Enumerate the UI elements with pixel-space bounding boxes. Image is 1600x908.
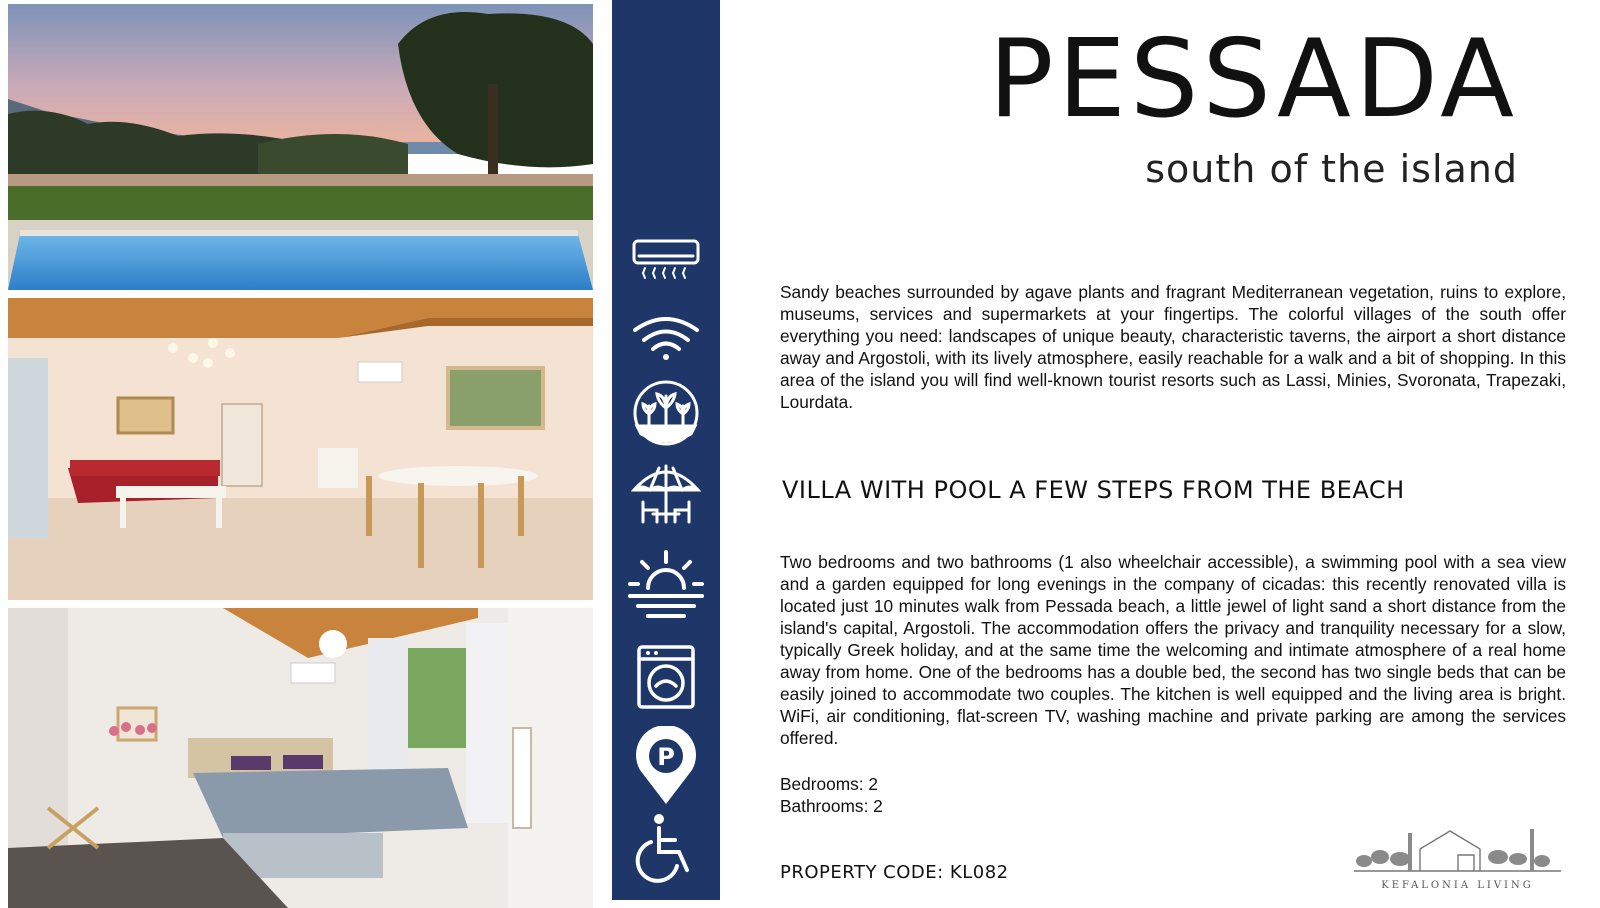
wheelchair-icon bbox=[612, 812, 720, 884]
amenity-bar bbox=[612, 0, 720, 900]
living-room-photo bbox=[8, 298, 593, 600]
description-paragraph: Two bedrooms and two bathrooms (1 also wheelchair accessible), a swimming pool with a sea view and a garden equipped for long evenings in the company of cicadas: this recently renovated villa is located just 10 minutes walk from Pessada beach, a little jewel of light sand a short distance from the island's capital, Argostoli. The accommodation offers the privacy and tranquility necessary for a slow, typically Greek holiday, and at the same time the welcoming and intimate atmosphere of a real home away from home. One of the bedrooms has a double bed, the second has two single beds that can be easily joined to accommodate two couples. The kitchen is well equipped and the living area is bright. WiFi, air conditioning, flat-screen TV, washing machine and private parking are among the services offered. bbox=[780, 552, 1566, 748]
room-counts bbox=[780, 773, 883, 817]
page-title: PESSADA bbox=[988, 17, 1518, 142]
wifi-icon bbox=[612, 314, 720, 364]
intro-paragraph: Sandy beaches surrounded by agave plants and fragrant Mediterranean vegetation, ruins to explore, museums, services and supermarkets at your fingertips. The colorful villages of the south offer everything you need: landscapes of unique beauty, characteristic taverns, the airport a short distance away and Argostoli, with its lively atmosphere, easily reachable for a walk and a bit of shopping. In this area of the island you will find well-known tourist resorts such as Lassi, Minies, Svoronata, Trapezaki, Lourdata. bbox=[780, 282, 1566, 412]
bedroom-photo bbox=[8, 608, 593, 908]
section-heading: VILLA WITH POOL A FEW STEPS FROM THE BEACH bbox=[782, 476, 1405, 504]
page-subtitle: south of the island bbox=[1145, 147, 1518, 191]
garden-icon bbox=[612, 378, 720, 448]
property-code: PROPERTY CODE: KL082 bbox=[780, 862, 1009, 883]
parking-icon bbox=[612, 726, 720, 806]
parking-letter: P bbox=[657, 743, 675, 771]
logo-text: KEFALONIA LIVING bbox=[1381, 880, 1534, 891]
washing-machine-icon bbox=[612, 644, 720, 710]
air-conditioning-icon bbox=[612, 238, 720, 282]
bedrooms-count: Bedrooms: 2 bbox=[780, 774, 878, 794]
bathrooms-count: Bathrooms: 2 bbox=[780, 796, 883, 816]
sunset-icon bbox=[612, 548, 720, 622]
beach-umbrella-icon bbox=[612, 462, 720, 526]
kefalonia-living-logo bbox=[1350, 825, 1570, 893]
pool-photo bbox=[8, 4, 593, 290]
